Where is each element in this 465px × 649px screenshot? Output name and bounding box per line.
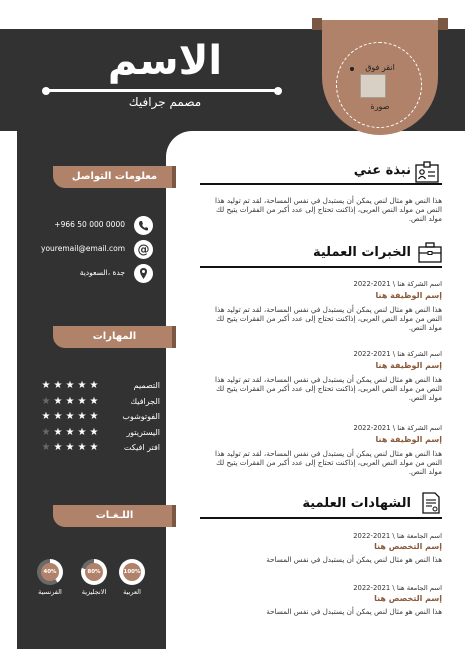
pill-tail bbox=[172, 166, 176, 188]
star-icon: ★ bbox=[89, 426, 99, 438]
language-item bbox=[35, 559, 65, 596]
language-level: 80% bbox=[85, 563, 103, 581]
contact-heading: معلومات التواصل bbox=[53, 166, 176, 188]
phone-icon bbox=[134, 216, 153, 235]
star-icon: ★ bbox=[53, 442, 63, 453]
star-icon: ★ bbox=[89, 442, 99, 453]
language-name: الانجليزية bbox=[81, 588, 107, 596]
phone-text: +966 50 000 0000 bbox=[54, 220, 125, 229]
name-underline bbox=[45, 89, 280, 92]
star-icon: ★ bbox=[77, 395, 87, 407]
star-icon: ★ bbox=[89, 380, 99, 391]
skill-name: اليستريتور bbox=[126, 427, 160, 437]
job-title[interactable]: إسم الوظيفة هنا bbox=[375, 291, 442, 300]
line-dot-right bbox=[274, 87, 282, 95]
star-icon: ★ bbox=[41, 426, 51, 438]
star-icon: ★ bbox=[41, 411, 51, 422]
language-name: العربية bbox=[123, 588, 141, 596]
job-title[interactable]: إسم الوظيفة هنا bbox=[375, 361, 442, 370]
star-icon: ★ bbox=[65, 380, 75, 391]
skill-rating bbox=[40, 381, 102, 391]
experience-underline bbox=[200, 266, 442, 268]
skill-name: الجرافيك bbox=[130, 396, 160, 406]
pill-tail bbox=[172, 326, 176, 348]
star-icon: ★ bbox=[53, 395, 63, 407]
language-level: 40% bbox=[41, 563, 59, 581]
skill-name: التصميم bbox=[133, 381, 160, 390]
language-level-ring bbox=[81, 559, 107, 585]
skill-row[interactable] bbox=[40, 397, 160, 409]
job-meta[interactable]: اسم الشركة هنا \ 2021-2022 bbox=[353, 424, 442, 432]
about-heading: نبذة عني bbox=[353, 163, 411, 178]
star-icon: ★ bbox=[41, 395, 51, 407]
skill-row[interactable] bbox=[40, 381, 160, 393]
skills-heading: المهارات bbox=[53, 326, 176, 348]
star-icon: ★ bbox=[53, 411, 63, 422]
degree-title[interactable]: إسم التخصص هنا bbox=[374, 594, 442, 603]
photo-placeholder-label-1: انقر فوق bbox=[365, 63, 395, 72]
star-icon: ★ bbox=[65, 411, 75, 422]
skill-rating bbox=[40, 428, 102, 438]
skill-rating bbox=[40, 412, 102, 422]
svg-text:@: @ bbox=[137, 242, 150, 257]
contact-phone[interactable] bbox=[30, 216, 153, 236]
education-underline bbox=[200, 517, 442, 519]
at-icon bbox=[134, 240, 153, 259]
degree-title[interactable]: إسم التخصص هنا bbox=[374, 542, 442, 551]
star-icon: ★ bbox=[41, 442, 51, 453]
language-level-ring bbox=[37, 559, 63, 585]
job-meta[interactable]: اسم الشركة هنا \ 2021-2022 bbox=[353, 350, 442, 358]
location-text: جدة ،السعودية bbox=[79, 268, 125, 277]
photo-bullet bbox=[350, 67, 354, 71]
language-name: الفرنسية bbox=[38, 588, 62, 596]
skill-row[interactable] bbox=[40, 443, 160, 455]
email-text: youremail@email.com bbox=[41, 244, 125, 253]
skill-rating bbox=[40, 397, 102, 407]
job-title[interactable]: مصمم جرافيك bbox=[128, 95, 202, 109]
star-icon: ★ bbox=[77, 442, 87, 453]
job-title[interactable]: إسم الوظيفة هنا bbox=[375, 435, 442, 444]
job-description[interactable]: هذا النص هو مثال لنص يمكن أن يستبدل في نفس المساحة، لقد تم توليد هذا النص من مولد النص العربى، إذاكنت تحتاج إلى عدد أكبر من الفقرات يتيح لك مولد النص. bbox=[215, 375, 442, 402]
degree-description[interactable]: هذا النص هو مثال لنص يمكن أن يستبدل في نفس المساحة bbox=[266, 555, 442, 564]
language-item bbox=[117, 559, 147, 596]
degree-meta[interactable]: اسم الجامعة هنا \ 2021-2022 bbox=[353, 532, 442, 540]
job-description[interactable]: هذا النص هو مثال لنص يمكن أن يستبدل في نفس المساحة، لقد تم توليد هذا النص من مولد النص العربى، إذاكنت تحتاج إلى عدد أكبر من الفقرات يتيح لك مولد النص. bbox=[215, 449, 442, 476]
contact-location[interactable] bbox=[30, 264, 153, 284]
star-icon: ★ bbox=[77, 380, 87, 391]
about-underline bbox=[200, 183, 442, 185]
skill-name: الفوتوشوب bbox=[122, 412, 160, 421]
star-icon: ★ bbox=[65, 395, 75, 407]
degree-description[interactable]: هذا النص هو مثال لنص يمكن أن يستبدل في نفس المساحة bbox=[266, 607, 442, 616]
job-description[interactable]: هذا النص هو مثال لنص يمكن أن يستبدل في نفس المساحة، لقد تم توليد هذا النص من مولد النص العربى، إذاكنت تحتاج إلى عدد أكبر من الفقرات يتيح لك مولد النص. bbox=[215, 305, 442, 332]
language-level: 100% bbox=[123, 563, 141, 581]
skill-row[interactable] bbox=[40, 412, 160, 424]
star-icon: ★ bbox=[89, 411, 99, 422]
language-level-ring bbox=[119, 559, 145, 585]
degree-meta[interactable]: اسم الجامعة هنا \ 2021-2022 bbox=[353, 584, 442, 592]
star-icon: ★ bbox=[65, 426, 75, 438]
star-icon: ★ bbox=[65, 442, 75, 453]
tag-fold-left bbox=[312, 18, 322, 30]
pill-tail bbox=[172, 505, 176, 527]
contact-email[interactable] bbox=[30, 240, 153, 260]
language-item bbox=[79, 559, 109, 596]
skill-rating bbox=[40, 443, 102, 453]
page-margin-right bbox=[455, 131, 465, 649]
languages-heading: اللـغـات bbox=[53, 505, 176, 527]
photo-placeholder-label-2: صورة bbox=[370, 102, 390, 111]
about-text[interactable]: هذا النص هو مثال لنص يمكن أن يستبدل في نفس المساحة، لقد تم توليد هذا النص من مولد النص العربى، إذاكنت تحتاج إلى عدد أكبر من الفقرات يتيح لك مولد النص. bbox=[215, 196, 442, 223]
star-icon: ★ bbox=[41, 380, 51, 391]
skill-name: افتر افيكت bbox=[123, 443, 160, 452]
job-meta[interactable]: اسم الشركة هنا \ 2021-2022 bbox=[353, 280, 442, 288]
skill-row[interactable] bbox=[40, 428, 160, 440]
star-icon: ★ bbox=[77, 411, 87, 422]
star-icon: ★ bbox=[89, 395, 99, 407]
name-heading[interactable]: الاسم bbox=[107, 38, 223, 84]
briefcase-icon bbox=[417, 240, 443, 266]
star-icon: ★ bbox=[53, 380, 63, 391]
star-icon: ★ bbox=[53, 426, 63, 438]
star-icon: ★ bbox=[77, 426, 87, 438]
picture-icon[interactable] bbox=[360, 74, 386, 98]
page-margin-left bbox=[0, 131, 17, 649]
education-heading: الشهادات العلمية bbox=[302, 496, 411, 511]
certificate-icon bbox=[417, 490, 443, 516]
experience-heading: الخبرات العملية bbox=[312, 245, 411, 260]
tag-fold-right bbox=[438, 18, 448, 30]
location-icon bbox=[134, 264, 153, 283]
